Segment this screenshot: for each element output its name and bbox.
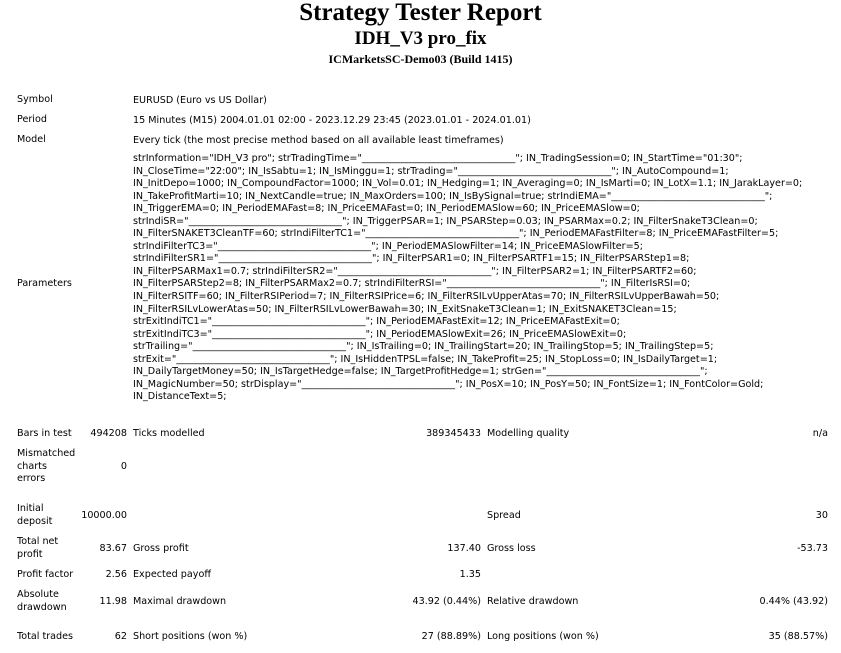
parameters-label: Parameters <box>17 278 72 289</box>
max-drawdown-value: 43.92 (0.44%) <box>412 596 481 607</box>
param-line: strIndiFilterTC3="________________________________"; IN_PeriodEMASlowFilter=14; IN_PriceEMASlowFilter=5; <box>133 240 643 252</box>
net-profit-label: Total net profit <box>17 536 59 560</box>
bars-value: 494208 <box>90 428 127 439</box>
param-line: strInformation="IDH_V3 pro"; strTradingTime="________________________________"; IN_TradingSession=0; IN_StartTime="01:30"; <box>133 153 743 164</box>
gross-loss-label: Gross loss <box>487 543 536 554</box>
deposit-value: 10000.00 <box>81 510 127 521</box>
expert-name: IDH_V3 pro_fix <box>354 28 487 49</box>
param-line: strIndiSR="________________________________"; IN_TriggerPSAR=1; IN_PSARStep=0.03; IN_PSARMax=0.2; IN_FilterSnakeT3Clean=0; <box>133 215 758 227</box>
param-line: IN_FilterRSITF=60; IN_FilterRSIPeriod=7; IN_FilterRSIPrice=6; IN_FilterRSILvUpperAtas=70; IN_FilterRSILvUpperBawah=50; <box>133 291 720 303</box>
rel-drawdown-label: Relative drawdown <box>487 596 579 607</box>
mismatch-value: 0 <box>120 461 127 472</box>
model-value: Every tick (the most precise method based on all available least timeframes) <box>133 135 504 146</box>
gross-loss-value: -53.73 <box>797 543 828 554</box>
short-positions-label: Short positions (won %) <box>133 631 248 642</box>
param-line: IN_FilterSNAKET3CleanTF=60; strIndiFilterTC1="________________________________"; IN_PeriodEMAFastFilter=8; IN_PriceEMAFastFilter=5; <box>133 228 779 240</box>
gross-profit-value: 137.40 <box>447 543 481 554</box>
bars-label: Bars in test <box>17 428 72 439</box>
abs-drawdown-value: 11.98 <box>99 596 127 607</box>
param-line: strExitIndiTC1="________________________________"; IN_PeriodEMAFastExit=12; IN_PriceEMAFastExit=0; <box>133 316 620 328</box>
spread-label: Spread <box>487 510 521 521</box>
rel-drawdown-value: 0.44% (43.92) <box>759 596 828 607</box>
expected-payoff-label: Expected payoff <box>133 569 211 580</box>
param-line: IN_MagicNumber=50; strDisplay="________________________________"; IN_PosX=10; IN_PosY=50; IN_FontSize=1; IN_FontColor=Gold; <box>133 378 764 390</box>
abs-drawdown-label: Absolute drawdown <box>17 589 67 613</box>
gross-profit-label: Gross profit <box>133 543 189 554</box>
model-label: Model <box>17 134 46 145</box>
ticks-label: Ticks modelled <box>133 428 205 439</box>
profit-factor-value: 2.56 <box>105 569 127 580</box>
param-line: strExit="________________________________"; IN_IsHiddenTPSL=false; IN_TakeProfit=25; IN_StopLoss=0; IN_IsDailyTarget=1; <box>133 353 718 365</box>
parameters-block <box>133 153 802 404</box>
symbol-label: Symbol <box>17 94 53 105</box>
profit-factor-label: Profit factor <box>17 569 74 580</box>
max-drawdown-label: Maximal drawdown <box>133 596 227 607</box>
short-positions-value: 27 (88.89%) <box>421 631 481 642</box>
long-positions-label: Long positions (won %) <box>487 631 599 642</box>
param-line: IN_DistanceText=5; <box>133 391 227 403</box>
report-title: Strategy Tester Report <box>299 0 542 26</box>
quality-value: n/a <box>812 428 828 439</box>
mismatch-label: Mismatched charts errors <box>17 448 76 484</box>
param-line: strExitIndiTC3="________________________________"; IN_PeriodEMASlowExit=26; IN_PriceEMASlowExit=0; <box>133 328 627 340</box>
deposit-label: Initial deposit <box>17 503 53 527</box>
param-line: strTrailing="________________________________"; IN_IsTrailing=0; IN_TrailingStart=20; IN_TrailingStop=5; IN_TrailingStep=5; <box>133 341 714 353</box>
symbol-value: EURUSD (Euro vs US Dollar) <box>133 95 267 106</box>
param-line: IN_FilterPSARMax1=0.7; strIndiFilterSR2="________________________________"; IN_FilterPSAR2=1; IN_FilterPSARTF2=60; <box>133 265 697 277</box>
param-line: strIndiFilterSR1="________________________________"; IN_FilterPSAR1=0; IN_FilterPSARTF1=15; IN_FilterPSARStep1=8; <box>133 253 690 265</box>
param-line: IN_FilterPSARStep2=8; IN_FilterPSARMax2=0.7; strIndiFilterRSI="________________________________"; IN_FilterIsRSI=0; <box>133 278 691 290</box>
param-line: IN_FilterRSILvLowerAtas=50; IN_FilterRSILvLowerBawah=30; IN_ExitSnakeT3Clean=1; IN_ExitSNAKET3Clean=15; <box>133 303 677 315</box>
total-trades-label: Total trades <box>17 631 74 642</box>
expected-payoff-value: 1.35 <box>459 569 481 580</box>
spread-value: 30 <box>815 510 828 521</box>
period-value: 15 Minutes (M15) 2004.01.01 02:00 - 2023.12.29 23:45 (2023.01.01 - 2024.01.01) <box>133 115 531 126</box>
param-line: IN_TriggerEMA=0; IN_PeriodEMAFast=8; IN_PriceEMAFast=0; IN_PeriodEMASlow=60; IN_PriceEMASlow=0; <box>133 203 640 215</box>
server-build: ICMarketsSC-Demo03 (Build 1415) <box>328 52 513 66</box>
param-line: IN_TakeProfitMarti=10; IN_NextCandle=true; IN_MaxOrders=100; IN_IsBySignal=true; strIndiEMA="________________________________"; <box>133 190 773 202</box>
ticks-value: 389345433 <box>426 428 481 439</box>
period-label: Period <box>17 114 47 125</box>
quality-label: Modelling quality <box>487 428 570 439</box>
param-line: IN_CloseTime="22:00"; IN_IsSabtu=1; IN_IsMinggu=1; strTrading="________________________________"; IN_AutoCompound=1; <box>133 165 729 177</box>
net-profit-value: 83.67 <box>99 543 127 554</box>
param-line: IN_InitDepo=1000; IN_CompoundFactor=1000; IN_Vol=0.01; IN_Hedging=1; IN_Averaging=0; IN_IsMarti=0; IN_LotX=1.1; IN_JarakLayer=0; <box>133 178 803 190</box>
total-trades-value: 62 <box>114 631 127 642</box>
long-positions-value: 35 (88.57%) <box>768 631 828 642</box>
param-line: IN_DailyTargetMoney=50; IN_IsTargetHedge=false; IN_TargetProfitHedge=1; strGen="________________________________"; <box>133 366 708 378</box>
